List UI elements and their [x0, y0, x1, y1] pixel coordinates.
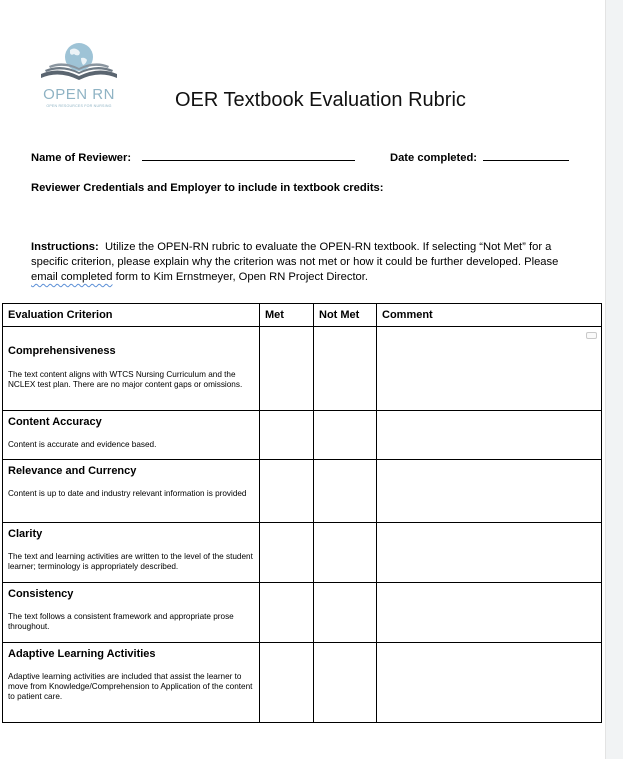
comment-cell[interactable]	[377, 460, 602, 523]
not-met-cell[interactable]	[314, 523, 377, 583]
criterion-name: Relevance and Currency	[8, 465, 137, 477]
met-cell[interactable]	[260, 583, 314, 643]
criterion-description: The text content aligns with WTCS Nursing Curriculum and the NCLEX test plan. There are no major content gaps or omissions.	[8, 370, 243, 390]
criterion-cell	[3, 643, 260, 723]
logo-subtitle: OPEN RESOURCES FOR NURSING	[46, 104, 112, 108]
table-header-row	[3, 304, 602, 327]
comment-cell[interactable]	[377, 583, 602, 643]
date-completed-field[interactable]	[390, 152, 569, 164]
instructions-text-2: form to Kim Ernstmeyer, Open RN Project Director.	[112, 271, 368, 283]
email-completed-link[interactable]: email completed	[31, 271, 113, 283]
criterion-name: Comprehensiveness	[8, 345, 116, 357]
criterion-name: Consistency	[8, 588, 74, 600]
instructions-label: Instructions:	[31, 241, 99, 253]
table-row	[3, 643, 602, 723]
criterion-name: Clarity	[8, 528, 43, 540]
not-met-cell[interactable]	[314, 643, 377, 723]
logo-name: OPEN RN	[43, 86, 115, 103]
reviewer-name-label: Name of Reviewer:	[31, 152, 132, 164]
reviewer-name-blank[interactable]	[142, 160, 355, 161]
criterion-description: Content is accurate and evidence based.	[8, 440, 157, 449]
open-rn-logo	[37, 40, 121, 112]
instructions-paragraph	[31, 240, 561, 285]
met-cell[interactable]	[260, 523, 314, 583]
header-comment: Comment	[377, 304, 602, 327]
comment-cell[interactable]	[377, 411, 602, 460]
criterion-cell	[3, 411, 260, 460]
criterion-cell	[3, 460, 260, 523]
reviewer-name-field[interactable]	[31, 152, 355, 164]
not-met-cell[interactable]	[314, 411, 377, 460]
criterion-description: Adaptive learning activities are included that assist the learner to move from Knowledge/Comprehension to Application of the content to patient care.	[8, 672, 253, 702]
met-cell[interactable]	[260, 460, 314, 523]
table-row	[3, 523, 602, 583]
criterion-description: The text follows a consistent framework and appropriate prose throughout.	[8, 612, 234, 632]
met-cell[interactable]	[260, 643, 314, 723]
instructions-text-1: Utilize the OPEN-RN rubric to evaluate the OPEN-RN textbook. If selecting “Not Met” for a specific criterion, please explain why the criterion was not met or how it could be further developed. Please	[31, 241, 559, 268]
criterion-name: Adaptive Learning Activities	[8, 648, 156, 660]
criterion-description: Content is up to date and industry relevant information is provided	[8, 489, 247, 498]
resize-handle-icon[interactable]	[586, 332, 597, 339]
not-met-cell[interactable]	[314, 583, 377, 643]
header-not-met: Not Met	[314, 304, 377, 327]
criterion-cell	[3, 583, 260, 643]
met-cell[interactable]	[260, 411, 314, 460]
criterion-name: Content Accuracy	[8, 416, 102, 428]
vertical-scrollbar[interactable]	[605, 0, 623, 759]
table-row	[3, 583, 602, 643]
globe-book-icon	[37, 40, 121, 86]
evaluation-rubric-table	[2, 303, 602, 723]
date-completed-blank[interactable]	[483, 160, 569, 161]
credentials-label: Reviewer Credentials and Employer to include in textbook credits:	[31, 182, 384, 194]
date-completed-label: Date completed:	[390, 152, 478, 164]
comment-cell[interactable]	[377, 643, 602, 723]
not-met-cell[interactable]	[314, 327, 377, 411]
met-cell[interactable]	[260, 327, 314, 411]
criterion-description: The text and learning activities are written to the level of the student learner; terminology is appropriately described.	[8, 552, 253, 572]
header-evaluation-criterion: Evaluation Criterion	[3, 304, 260, 327]
comment-cell[interactable]	[377, 523, 602, 583]
comment-cell[interactable]	[377, 327, 602, 411]
page-title: OER Textbook Evaluation Rubric	[175, 89, 466, 111]
table-row	[3, 411, 602, 460]
table-row	[3, 460, 602, 523]
criterion-cell	[3, 523, 260, 583]
table-row	[3, 327, 602, 411]
not-met-cell[interactable]	[314, 460, 377, 523]
criterion-cell	[3, 327, 260, 411]
header-met: Met	[260, 304, 314, 327]
